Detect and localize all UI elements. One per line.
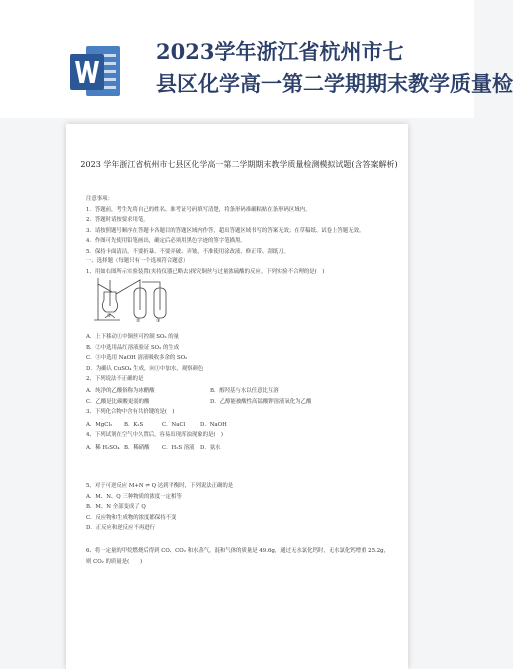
option-c: C．NaCl bbox=[162, 421, 186, 428]
question-3-stem: 3、下列化合物中含有共价键的是( ) bbox=[86, 409, 175, 416]
document-page bbox=[66, 124, 408, 669]
option-c: C．反应物和生成物的浓度都保持不变 bbox=[86, 514, 177, 521]
notes-section bbox=[86, 194, 396, 258]
svg-text:②: ② bbox=[136, 318, 141, 324]
option-a: A．M、N、Q 三种物质的浓度一定相等 bbox=[86, 493, 182, 500]
banner-title bbox=[156, 36, 513, 100]
notes-header: 注意事项： bbox=[86, 196, 113, 202]
question-2-options bbox=[86, 386, 396, 454]
question-1-stem: 1、用如右图所示实验装置(夹持仪器已略去)探究铜丝与过量浓硫酸的反应。下列实验不合理的是( ) bbox=[86, 268, 325, 275]
option-b: B．②中选用品红溶液验证 SO₂ 的生成 bbox=[86, 344, 180, 351]
option-a: A．稀 H₂SO₄ bbox=[86, 444, 120, 451]
option-d: D．乙醇能被酸性高锰酸钾溶液氧化为乙酸 bbox=[210, 398, 312, 405]
note-item: 2．答题时请按要求用笔。 bbox=[86, 217, 149, 224]
question-6-stem-continued: 则 CO₂ 的质量是( ) bbox=[86, 558, 143, 565]
document-title: 2023 学年浙江省杭州市七县区化学高一第二学期期末教学质量检测模拟试题(含答案解析) bbox=[80, 160, 398, 169]
option-d: D．为确认 CuSO₄ 生成，向①中加水，观察颜色 bbox=[86, 365, 204, 372]
option-d: D．正反应和逆反应不再进行 bbox=[86, 525, 156, 532]
question-5 bbox=[86, 481, 396, 534]
word-document-icon bbox=[70, 42, 122, 100]
option-c: C．③中选用 NaOH 溶液吸收多余的 SO₂ bbox=[86, 355, 188, 362]
option-b: B．M、N 全部变成了 Q bbox=[86, 504, 146, 511]
note-item: 4．作图可先使用铅笔画出，确定后必须用黑色字迹的签字笔描黑。 bbox=[86, 238, 246, 245]
option-d: D．NaOH bbox=[200, 421, 227, 428]
option-b: B．K₂S bbox=[124, 421, 144, 428]
note-item: 1．答题前，考生先将自己的姓名、准考证号码填写清楚，将条形码准确粘贴在条形码区域内。 bbox=[86, 206, 311, 213]
option-b: B．稀硝酸 bbox=[124, 444, 150, 451]
question-6-stem: 6、将一定量的甲烷燃烧后得到 CO、CO₂ 和水蒸气，混和气体的质量是 49.6g，通过无水氯化钙时，无水氯化钙增重 25.2g， bbox=[86, 548, 390, 554]
note-item: 3．请按照题号顺序在答题卡各题目的答题区域内作答，超出答题区域书写的答案无效；在草稿纸、试卷上答题无效。 bbox=[86, 227, 365, 234]
banner-title-line-2: 县区化学高一第二学期期末教学质量检 bbox=[156, 71, 513, 96]
option-c: C．乙酸是比碳酸更弱的酸 bbox=[86, 398, 150, 405]
svg-text:③: ③ bbox=[156, 318, 161, 324]
note-item: 5．保持卡面清洁，不要折暴、不要弄破、弄皱，不准使用涂改液、修正带、刮纸刀。 bbox=[86, 248, 289, 255]
question-4-stem: 4、下列试剂在空气中久置后，容易出现浑浊现象的是( ) bbox=[86, 432, 224, 439]
option-d: D．氨水 bbox=[200, 444, 221, 451]
svg-text:①: ① bbox=[107, 313, 112, 319]
question-6 bbox=[86, 546, 396, 567]
question-1-options bbox=[86, 332, 396, 385]
option-a: A．纯净的乙酸俗称为冰醋酸 bbox=[86, 388, 155, 394]
option-a: A．上下移动①中铜丝可控制 SO₂ 的量 bbox=[86, 334, 180, 340]
lab-apparatus-diagram bbox=[90, 270, 178, 324]
section-heading: 一、选择题（每题只有一个选项符合题意） bbox=[86, 258, 189, 264]
banner bbox=[0, 0, 513, 118]
question-2-stem: 2、下列说法不正确的是 bbox=[86, 376, 144, 383]
option-b: B．醇羟基与水以任意比互溶 bbox=[210, 388, 279, 394]
banner-title-line-1: 2023学年浙江省杭州市七 bbox=[156, 39, 404, 64]
option-a: A．MgCl₂ bbox=[86, 421, 113, 428]
question-5-stem: 5、对于可逆反应 M+N ⇌ Q 达到平衡时，下列说法正确的是 bbox=[86, 483, 234, 489]
option-c: C．H₂S 溶液 bbox=[162, 444, 195, 451]
